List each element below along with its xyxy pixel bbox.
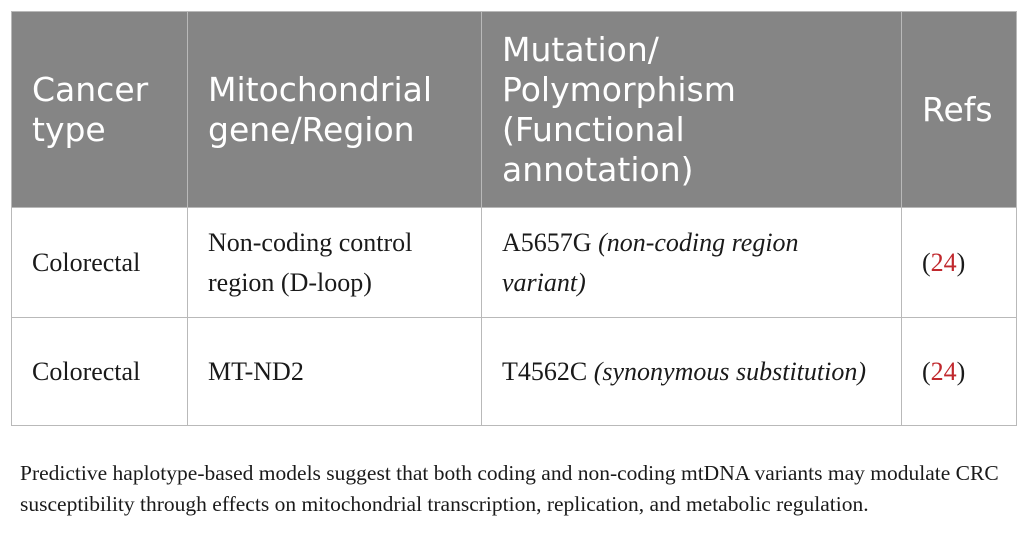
header-refs: Refs (902, 12, 1017, 208)
header-mutation: Mutation/ Polymorphism (Functional annotation) (482, 12, 902, 208)
cell-gene-region: Non-coding control region (D-loop) (188, 208, 482, 318)
header-row (12, 12, 1017, 208)
reference-link[interactable]: 24 (930, 356, 957, 386)
cell-mutation (482, 208, 902, 318)
reference-link[interactable]: 24 (930, 247, 957, 277)
ref-paren-close: ) (956, 356, 966, 386)
cell-refs (902, 208, 1017, 318)
cell-mutation (482, 318, 902, 426)
table-body (12, 208, 1017, 426)
ref-paren-close: ) (956, 247, 966, 277)
ref-paren-open: ( (922, 356, 931, 386)
table-header (12, 12, 1017, 208)
cell-cancer-type: Colorectal (12, 318, 188, 426)
header-gene-region: Mitochondrial gene/Region (188, 12, 482, 208)
cell-cancer-type: Colorectal (12, 208, 188, 318)
ref-paren-open: ( (922, 247, 931, 277)
cell-gene-region: MT-ND2 (188, 318, 482, 426)
table-row (12, 318, 1017, 426)
table-footnote: Predictive haplotype-based models suggest that both coding and non-coding mtDNA variants may modulate CRC susceptibility through effects on mitochondrial transcription, replication, and metabolic regulation. (20, 460, 999, 516)
cell-refs (902, 318, 1017, 426)
mutation-table (11, 11, 1017, 426)
header-cancer-type: Cancer type (12, 12, 188, 208)
functional-annotation: (non-coding region variant) (502, 227, 799, 297)
mutation-table-container (11, 11, 1016, 426)
functional-annotation: (synonymous substitution) (593, 356, 866, 386)
mutation-id: T4562C (502, 356, 588, 386)
mutation-id: A5657G (502, 227, 592, 257)
table-row (12, 208, 1017, 318)
